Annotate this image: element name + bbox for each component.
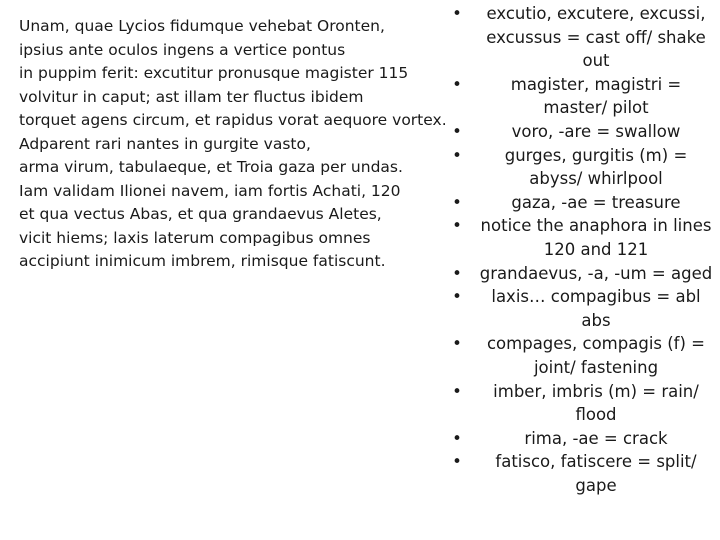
passage-line-8: Iam validam Ilionei navem, iam fortis Achati, 120 <box>19 181 401 200</box>
vocab-entry: magister, magistri = master/ pilot <box>510 74 682 118</box>
bullet-icon: • <box>452 452 462 472</box>
passage-line-1: Unam, quae Lycios fidumque vehebat Oronten, <box>19 17 385 35</box>
bullet-icon: • <box>452 121 462 141</box>
vocab-item <box>446 450 714 497</box>
bullet-icon: • <box>452 381 462 401</box>
vocab-entry: compages, compagis (f) = joint/ fastening <box>486 334 705 377</box>
vocab-item <box>446 73 714 120</box>
bullet-icon: • <box>452 74 462 94</box>
passage-line-10: vicit hiems; laxis laterum compagibus omnes <box>19 228 371 247</box>
bullet-icon: • <box>452 334 462 354</box>
vocab-entry: gaza, -ae = treasure <box>511 192 681 212</box>
vocab-entry: notice the anaphora in lines 120 and 121 <box>480 216 712 259</box>
vocabulary-list <box>446 2 714 497</box>
bullet-icon: • <box>452 192 462 212</box>
vocab-item <box>446 332 714 379</box>
passage-line-7: arma virum, tabulaeque, et Troia gaza per undas. <box>19 158 403 176</box>
passage-line-3: in puppim ferit: excutitur pronusque magister 115 <box>19 64 409 82</box>
vocab-item <box>446 262 714 286</box>
vocab-entry: imber, imbris (m) = rain/ flood <box>493 381 699 425</box>
vocab-item <box>446 144 714 191</box>
passage-line-11: accipiunt inimicum imbrem, rimisque fatiscunt. <box>19 252 386 270</box>
bullet-icon: • <box>452 287 462 307</box>
vocab-item <box>446 120 714 144</box>
bullet-icon: • <box>452 145 462 165</box>
vocab-item <box>446 427 714 451</box>
passage-line-2: ipsius ante oculos ingens a vertice pontus <box>19 40 346 59</box>
vocab-entry: excutio, excutere, excussi, excussus = cast off/ shake out <box>486 4 706 71</box>
vocab-entry: gurges, gurgitis (m) = abyss/ whirlpool <box>504 145 688 189</box>
passage-line-5: torquet agens circum, et rapidus vorat aequore vortex. <box>19 111 447 129</box>
vocab-entry: laxis… compagibus = abl abs <box>491 287 701 330</box>
bullet-icon: • <box>452 4 462 23</box>
passage-line-9: et qua vectus Abas, et qua grandaevus Aletes, <box>19 205 382 223</box>
vocab-item <box>446 191 714 215</box>
vocab-item <box>446 285 714 332</box>
vocab-item <box>446 380 714 427</box>
bullet-icon: • <box>452 216 462 236</box>
vocab-item <box>446 2 714 73</box>
passage-line-6: Adparent rari nantes in gurgite vasto, <box>19 134 311 153</box>
vocab-entry: voro, -are = swallow <box>511 121 681 141</box>
vocab-entry: grandaevus, -a, -um = aged <box>479 263 713 283</box>
bullet-icon: • <box>452 263 462 283</box>
vocab-entry: rima, -ae = crack <box>524 428 668 448</box>
vocab-item <box>446 214 714 261</box>
passage-line-4: volvitur in caput; ast illam ter fluctus ibidem <box>19 87 364 106</box>
bullet-icon: • <box>452 428 462 448</box>
latin-passage <box>19 15 457 274</box>
vocab-entry: fatisco, fatiscere = split/ gape <box>495 452 697 495</box>
